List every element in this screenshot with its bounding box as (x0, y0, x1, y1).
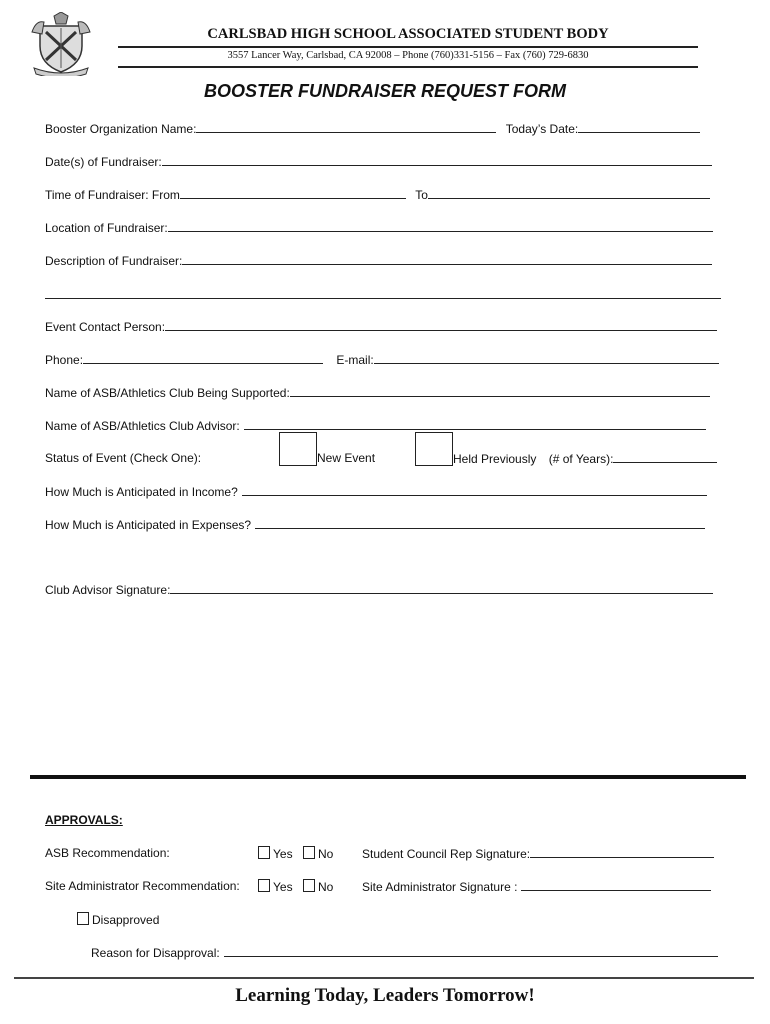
location-row (45, 220, 713, 235)
asb-no-option[interactable] (303, 846, 333, 861)
location-field[interactable] (168, 220, 713, 232)
email-label: E-mail: (336, 353, 374, 367)
approvals-heading: APPROVALS: (45, 813, 123, 827)
site-admin-sig-field[interactable] (521, 879, 711, 891)
todays-date-label: Today’s Date: (505, 122, 579, 136)
status-label: Status of Event (Check One): (45, 451, 202, 465)
org-name-row (45, 121, 700, 136)
dates-label: Date(s) of Fundraiser: (45, 155, 162, 169)
reason-field[interactable] (224, 945, 718, 957)
email-field[interactable] (374, 352, 719, 364)
club-supported-row (45, 385, 710, 400)
club-advisor-row (45, 418, 706, 433)
club-advisor-field[interactable] (244, 418, 706, 430)
site-admin-sig-row (362, 879, 711, 894)
description-row (45, 253, 712, 268)
phone-email-row (45, 352, 719, 367)
contact-row (45, 319, 717, 334)
footer-rule (14, 977, 754, 979)
time-row (45, 187, 710, 202)
header-rule-bottom (118, 66, 698, 68)
site-admin-no-label: No (318, 880, 334, 894)
site-admin-yes-option[interactable] (258, 879, 293, 894)
club-supported-field[interactable] (290, 385, 710, 397)
asb-yes-checkbox[interactable] (258, 846, 270, 859)
org-name-field[interactable] (196, 121, 496, 133)
asb-rec-label: ASB Recommendation: (45, 846, 170, 860)
asb-no-label: No (318, 847, 334, 861)
asb-yes-label: Yes (273, 847, 293, 861)
reason-label: Reason for Disapproval: (91, 946, 220, 960)
contact-field[interactable] (165, 319, 717, 331)
held-previously-label: Held Previously (453, 452, 537, 466)
num-years-label: (# of Years): (548, 452, 614, 466)
time-from-field[interactable] (180, 187, 406, 199)
expenses-label: How Much is Anticipated in Expenses? (45, 518, 252, 532)
student-council-sig-label: Student Council Rep Signature: (362, 847, 531, 861)
org-name-label: Booster Organization Name: (45, 122, 197, 136)
time-from-label: Time of Fundraiser: From (45, 188, 180, 202)
site-admin-no-checkbox[interactable] (303, 879, 315, 892)
expenses-field[interactable] (255, 517, 705, 529)
income-field[interactable] (242, 484, 707, 496)
school-address: 3557 Lancer Way, Carlsbad, CA 92008 – Phone (760)331-5156 – Fax (760) 729-6830 (227, 50, 589, 61)
num-years-field[interactable] (613, 451, 717, 463)
dates-row (45, 154, 712, 169)
site-admin-rec-label: Site Administrator Recommendation: (45, 879, 240, 893)
site-admin-yes-label: Yes (273, 880, 293, 894)
section-divider (30, 775, 746, 779)
income-label: How Much is Anticipated in Income? (45, 485, 238, 499)
description-field[interactable] (182, 253, 712, 265)
advisor-signature-label: Club Advisor Signature: (45, 583, 171, 597)
asb-yes-option[interactable] (258, 846, 293, 861)
expenses-row (45, 517, 705, 532)
form-title: BOOSTER FUNDRAISER REQUEST FORM (203, 81, 566, 101)
header-rule-top (118, 46, 698, 48)
school-name: CARLSBAD HIGH SCHOOL ASSOCIATED STUDENT BODY (207, 26, 609, 42)
advisor-signature-row (45, 582, 713, 597)
student-council-sig-row (362, 846, 714, 861)
time-to-label: To (415, 188, 428, 202)
time-to-field[interactable] (428, 187, 710, 199)
site-admin-no-option[interactable] (303, 879, 333, 894)
club-advisor-label: Name of ASB/Athletics Club Advisor: (45, 419, 240, 433)
todays-date-field[interactable] (578, 121, 700, 133)
footer-motto: Learning Today, Leaders Tomorrow! (235, 985, 535, 1006)
school-crest-logo (28, 12, 94, 76)
site-admin-yes-checkbox[interactable] (258, 879, 270, 892)
asb-no-checkbox[interactable] (303, 846, 315, 859)
location-label: Location of Fundraiser: (45, 221, 168, 235)
phone-field[interactable] (83, 352, 323, 364)
description-label: Description of Fundraiser: (45, 254, 183, 268)
student-council-sig-field[interactable] (530, 846, 714, 858)
contact-label: Event Contact Person: (45, 320, 166, 334)
disapproved-checkbox[interactable] (77, 912, 89, 925)
site-admin-sig-label: Site Administrator Signature : (362, 880, 518, 894)
income-row (45, 484, 707, 499)
advisor-signature-field[interactable] (170, 582, 713, 594)
new-event-label: New Event (317, 451, 376, 465)
dates-field[interactable] (162, 154, 712, 166)
club-supported-label: Name of ASB/Athletics Club Being Supported: (45, 386, 290, 400)
phone-label: Phone: (45, 353, 84, 367)
disapproved-option[interactable] (77, 912, 159, 927)
new-event-checkbox[interactable] (279, 432, 317, 466)
disapproved-label: Disapproved (92, 913, 160, 927)
description-field-2[interactable] (45, 287, 721, 299)
description-row-2 (45, 287, 721, 302)
held-previously-row (453, 451, 717, 466)
held-previously-checkbox[interactable] (415, 432, 453, 466)
reason-row (91, 945, 718, 960)
